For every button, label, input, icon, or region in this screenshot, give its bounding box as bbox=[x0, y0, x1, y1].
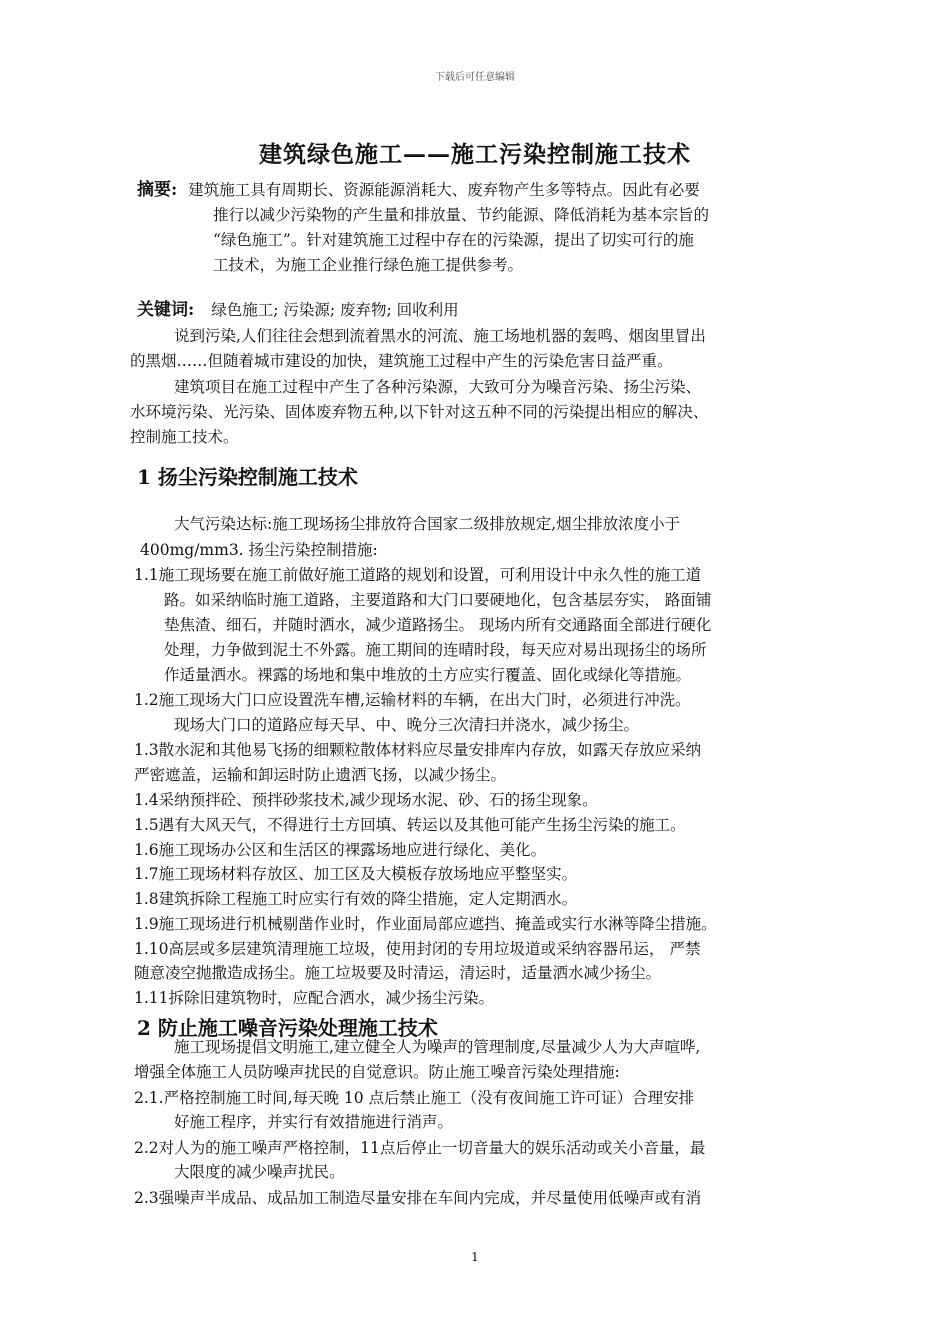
section-1-line: 1.8建筑拆除工程施工时应实行有效的降尘措施，定人定期洒水。 bbox=[134, 890, 578, 908]
section-1-line: 随意凌空抛撒造成扬尘。施工垃圾要及时清运，清运时，适量洒水减少扬尘。 bbox=[134, 964, 662, 982]
section-1-line: 作适量洒水。裸露的场地和集中堆放的土方应实行覆盖、固化或绿化等措施。 bbox=[164, 666, 692, 684]
abstract-line-1 bbox=[137, 180, 700, 200]
abstract-label: 摘要: bbox=[137, 180, 178, 200]
section-1-line: 1.9施工现场进行机械剔凿作业时，作业面局部应遮挡、掩盖或实行水淋等降尘措施。 bbox=[134, 915, 717, 933]
section-1-line: 处理，力争做到泥土不外露。施工期间的连晴时段，每天应对易出现扬尘的场所 bbox=[164, 641, 707, 659]
section-1-line: 1.4采纳预拌砼、预拌砂浆技术,减少现场水泥、砂、石的扬尘现象。 bbox=[134, 791, 598, 809]
section-1-line: 1.11拆除旧建筑物时，应配合洒水，减少扬尘污染。 bbox=[134, 989, 495, 1007]
section-2-line: 2.3强噪声半成品、成品加工制造尽量安排在车间内完成，并尽量使用低噪声或有消 bbox=[134, 1189, 702, 1207]
section-1-line: 垫焦渣、细石，并随时洒水，减少道路扬尘。 现场内所有交通路面全部进行硬化 bbox=[164, 616, 712, 634]
section-1-line: 1.7施工现场材料存放区、加工区及大模板存放场地应平整坚实。 bbox=[134, 865, 578, 883]
section-2-line: 2.2对人为的施工噪声严格控制，11点后停止一切音量大的娱乐活动或关小音量，最 bbox=[134, 1139, 706, 1157]
abstract-line-3: “绿色施工”。针对建筑施工过程中存在的污染源，提出了切实可行的施 bbox=[213, 231, 694, 249]
intro-line: 水环境污染、光污染、固体废弃物五种,以下针对这五种不同的污染提出相应的解决、 bbox=[130, 403, 709, 421]
section-1-line: 现场大门口的道路应每天早、中、晚分三次清扫并浇水，减少扬尘。 bbox=[174, 716, 640, 734]
section-1-line: 大气污染达标:施工现场扬尘排放符合国家二级排放规定,烟尘排放浓度小于 bbox=[174, 515, 681, 533]
document-title: 建筑绿色施工——施工污染控制施工技术 bbox=[259, 141, 691, 168]
section-2-heading: 2 防止施工噪音污染处理施工技术 bbox=[137, 1016, 438, 1040]
abstract-line-4: 工技术，为施工企业推行绿色施工提供参考。 bbox=[213, 256, 524, 274]
abstract-text: 建筑施工具有周期长、资源能源消耗大、废弃物产生多等特点。因此有必要 bbox=[188, 181, 700, 199]
section-2-line: 增强全体施工人员防噪声扰民的自觉意识。防止施工噪音污染处理措施: bbox=[134, 1063, 620, 1081]
page-number: 1 bbox=[471, 1250, 479, 1264]
section-1-line: 1.10高层或多层建筑清理施工垃圾，使用封闭的专用垃圾道或采纳容器吊运， 严禁 bbox=[134, 940, 701, 958]
section-1-line: 1.3散水泥和其他易飞扬的细颗粒散体材料应尽量安排库内存放，如露天存放应采纳 bbox=[134, 741, 702, 759]
intro-line: 控制施工技术。 bbox=[130, 428, 239, 446]
section-1-line: 400mg/mm3. 扬尘污染控制措施: bbox=[140, 541, 378, 559]
section-1-line: 1.5遇有大风天气，不得进行土方回填、转运以及其他可能产生扬尘污染的施工。 bbox=[134, 816, 686, 834]
page-header: 下载后可任意编辑 bbox=[435, 72, 515, 83]
section-1-line: 1.2施工现场大门口应设置洗车槽,运输材料的车辆，在出大门时，必须进行冲洗。 bbox=[134, 691, 691, 709]
section-2-line: 大限度的减少噪声扰民。 bbox=[174, 1163, 345, 1181]
section-1-heading: 1 扬尘污染控制施工技术 bbox=[137, 465, 358, 489]
section-2-line: 施工现场提倡文明施工,建立健全人为噪声的管理制度,尽量减少人为大声喧哗, bbox=[174, 1038, 701, 1056]
keywords-label: 关键词: bbox=[137, 300, 195, 320]
section-1-line: 严密遮盖，运输和卸运时防止遗洒飞扬，以减少扬尘。 bbox=[134, 766, 507, 784]
keywords-line bbox=[137, 300, 459, 320]
section-1-line: 1.1施工现场要在施工前做好施工道路的规划和设置，可利用设计中永久性的施工道 bbox=[134, 566, 702, 584]
keywords-text: 绿色施工; 污染源; 废弃物; 回收利用 bbox=[211, 301, 459, 319]
section-1-line: 1.6施工现场办公区和生活区的裸露场地应进行绿化、美化。 bbox=[134, 841, 547, 859]
section-2-line: 2.1.严格控制施工时间,每天晚 10 点后禁止施工（没有夜间施工许可证）合理安排 bbox=[134, 1089, 695, 1107]
intro-line: 的黑烟……但随着城市建设的加快，建筑施工过程中产生的污染危害日益严重。 bbox=[130, 352, 673, 370]
intro-line: 说到污染,人们往往会想到流着黑水的河流、施工场地机器的轰鸣、烟囱里冒出 bbox=[174, 327, 706, 345]
intro-line: 建筑项目在施工过程中产生了各种污染源，大致可分为噪音污染、扬尘污染、 bbox=[174, 378, 702, 396]
abstract-line-2: 推行以减少污染物的产生量和排放量、节约能源、降低消耗为基本宗旨的 bbox=[213, 206, 710, 224]
section-1-line: 路。如采纳临时施工道路，主要道路和大门口要硬地化，包含基层夯实， 路面铺 bbox=[164, 591, 712, 609]
section-2-line: 好施工程序，并实行有效措施进行消声。 bbox=[174, 1113, 454, 1131]
